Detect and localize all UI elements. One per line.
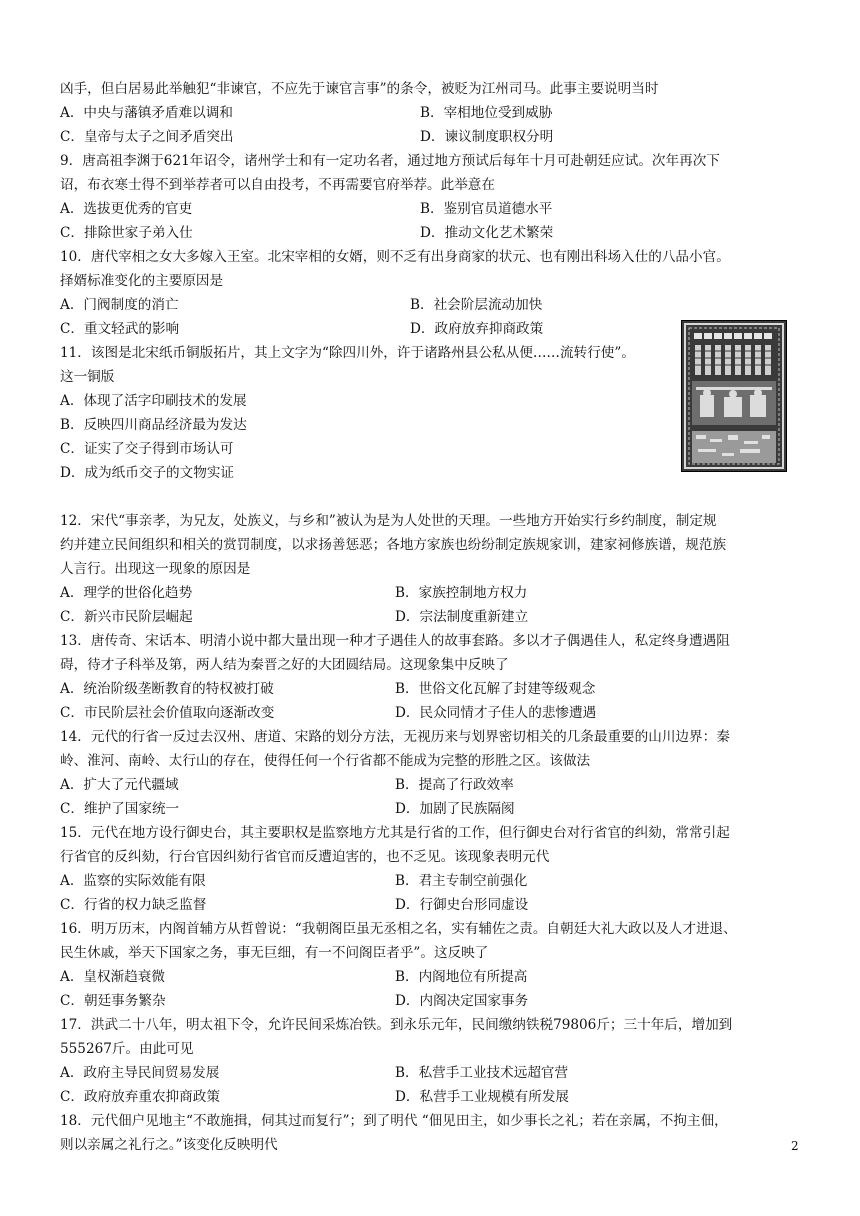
- q11-option-c: C．证实了交子得到市场认可: [60, 441, 234, 457]
- q17-option-d: D．私营手工业规模有所发展: [395, 1089, 570, 1105]
- q10-option-d: D．政府放弃抑商政策: [410, 321, 544, 337]
- q15-option-b: B．君主专制空前强化: [395, 873, 528, 889]
- q17-option-b: B．私营手工业技术远超官营: [395, 1065, 569, 1081]
- q15-option-d: D．行御史台形同虚设: [395, 897, 529, 913]
- q13-option-d: D．民众同情才子佳人的悲惨遭遇: [395, 705, 597, 721]
- page-number: 2: [791, 1139, 799, 1153]
- q17-stem-line-1: 17．洪武二十八年，明太祖下令，允许民间采炼冶铁。到永乐元年，民间缴纳铁税79806斤；三十年后，增加到: [60, 1017, 733, 1033]
- q14-stem-line-2: 岭、淮河、南岭、太行山的存在，使得任何一个行省都不能成为完整的形胜之区。该做法: [60, 753, 591, 769]
- q9-option-d: D．推动文化艺术繁荣: [420, 225, 554, 241]
- q10-option-c: C．重文轻武的影响: [60, 321, 180, 337]
- q15-option-c: C．行省的权力缺乏监督: [60, 897, 207, 913]
- q17-stem-line-2: 555267斤。由此可见: [60, 1041, 194, 1057]
- q8-option-c: C．皇帝与太子之间矛盾突出: [60, 129, 234, 145]
- q10-stem-line-2: 择婿标准变化的主要原因是: [60, 273, 224, 289]
- q8-option-d: D．谏议制度职权分明: [420, 129, 554, 145]
- q9-stem-line-1: 9．唐高祖李渊于621年诏令，诸州学士和有一定功名者，通过地方预试后每年十月可赴朝廷应试。次年再次下: [60, 153, 720, 169]
- q9-option-b: B．鉴别官员道德水平: [420, 201, 553, 217]
- q13-option-b: B．世俗文化瓦解了封建等级观念: [395, 681, 596, 697]
- q8-stem-tail: 凶手，但白居易此举触犯“非谏官，不应先于谏官言事”的条令，被贬为江州司马。此事主要说明当时: [60, 81, 659, 97]
- q10-stem-line-1: 10．唐代宰相之女大多嫁入王室。北宋宰相的女婿，则不乏有出身商家的状元、也有刚出科场入仕的八品小官。: [60, 249, 730, 265]
- q14-stem-line-1: 14．元代的行省一反过去汉州、唐道、宋路的划分方法，无视历来与划界密切相关的几条最重要的山川边界：秦: [60, 729, 730, 745]
- q15-stem-line-2: 行省官的反纠劾，行台官因纠劾行省官而反遭迫害的，也不乏见。该现象表明元代: [60, 849, 550, 865]
- q12-option-d: D．宗法制度重新建立: [395, 609, 529, 625]
- song-paper-money-plate-image: [681, 320, 787, 472]
- q12-option-c: C．新兴市民阶层崛起: [60, 609, 193, 625]
- q16-stem-line-2: 民生休戚，举天下国家之务，事无巨细，有一不问阁臣者乎”。这反映了: [60, 945, 489, 961]
- q17-option-a: A．政府主导民间贸易发展: [60, 1065, 220, 1081]
- q11-option-a: A．体现了活字印刷技术的发展: [60, 393, 247, 409]
- q12-stem-line-2: 约并建立民间组织和相关的赏罚制度，以求扬善惩恶；各地方家族也纷纷制定族规家训，建家祠修族谱，规范族: [60, 537, 727, 553]
- q18-stem-line-1: 18．元代佃户见地主“不敢施揖，伺其过而复行”；到了明代 “佃见田主，如少事长之礼；若在亲属，不拘主佃，: [60, 1113, 728, 1129]
- q14-option-b: B．提高了行政效率: [395, 777, 514, 793]
- q13-option-a: A．统治阶级垄断教育的特权被打破: [60, 681, 274, 697]
- q16-stem-line-1: 16．明万历末，内阁首辅方从哲曾说：“我朝阁臣虽无丞相之名，实有辅佐之责。自朝廷大礼大政以及人才进退、: [60, 921, 737, 937]
- q11-stem-line-1: 11．该图是北宋纸币铜版拓片，其上文字为“除四川外，许于诸路州县公私从便……流转行使”。: [60, 345, 635, 361]
- q16-option-c: C．朝廷事务繁杂: [60, 993, 166, 1009]
- q13-stem-line-2: 碍，待才子科举及第，两人结为秦晋之好的大团圆结局。这现象集中反映了: [60, 657, 509, 673]
- q9-stem-line-2: 诏，布衣寒士得不到举荐者可以自由投考，不再需要官府举荐。此举意在: [60, 177, 495, 193]
- q17-option-c: C．政府放弃重农抑商政策: [60, 1089, 220, 1105]
- q12-stem-line-3: 人言行。出现这一现象的原因是: [60, 561, 251, 577]
- q10-option-a: A．门阀制度的消亡: [60, 297, 179, 313]
- q8-option-a: A．中央与藩镇矛盾难以调和: [60, 105, 233, 121]
- q14-option-a: A．扩大了元代疆域: [60, 777, 179, 793]
- q12-option-b: B．家族控制地方权力: [395, 585, 528, 601]
- q18-stem-line-2: 则以亲属之礼行之。”该变化反映明代: [60, 1137, 278, 1153]
- q11-option-b: B．反映四川商品经济最为发达: [60, 417, 247, 433]
- q13-option-c: C．市民阶层社会价值取向逐渐改变: [60, 705, 275, 721]
- q14-option-d: D．加剧了民族隔阂: [395, 801, 515, 817]
- q16-option-d: D．内阁决定国家事务: [395, 993, 529, 1009]
- q12-option-a: A．理学的世俗化趋势: [60, 585, 193, 601]
- q15-stem-line-1: 15．元代在地方设行御史台，其主要职权是监察地方尤其是行省的工作，但行御史台对行省官的纠劾，常常引起: [60, 825, 730, 841]
- q13-stem-line-1: 13．唐传奇、宋话本、明清小说中都大量出现一种才子遇佳人的故事套路。多以才子偶遇佳人，私定终身遭遇阻: [60, 633, 730, 649]
- q12-stem-line-1: 12．宋代“事亲孝，为兄友，处族义，与乡和”被认为是为人处世的天理。一些地方开始实行乡约制度，制定规: [60, 513, 717, 529]
- q16-option-b: B．内阁地位有所提高: [395, 969, 528, 985]
- q9-option-a: A．选拔更优秀的官吏: [60, 201, 193, 217]
- q14-option-c: C．维护了国家统一: [60, 801, 180, 817]
- q8-option-b: B．宰相地位受到威胁: [420, 105, 553, 121]
- q11-option-d: D．成为纸币交子的文物实证: [60, 465, 235, 481]
- q10-option-b: B．社会阶层流动加快: [410, 297, 543, 313]
- q16-option-a: A．皇权渐趋衰微: [60, 969, 165, 985]
- q15-option-a: A．监察的实际效能有限: [60, 873, 206, 889]
- q9-option-c: C．排除世家子弟入仕: [60, 225, 193, 241]
- q11-stem-line-2: 这一铜版: [60, 369, 115, 385]
